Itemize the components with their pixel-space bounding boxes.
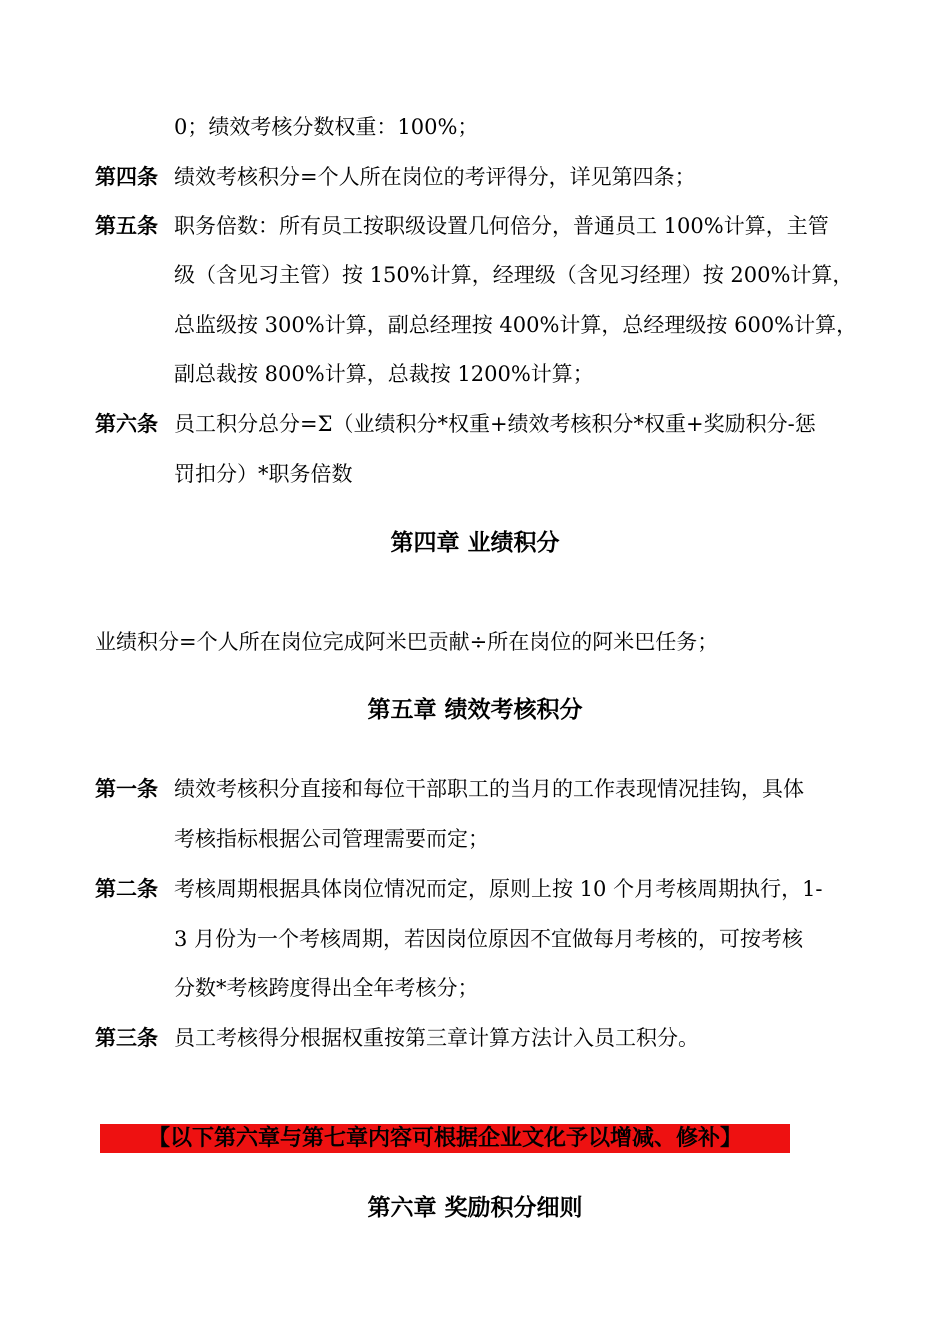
article-text: 总监级按 300%计算，副总经理按 400%计算，总经理级按 600%计算， [174,313,858,337]
chapter-title: 第五章 绩效考核积分 [367,697,583,723]
article-text: 绩效考核积分=个人所在岗位的考评得分，详见第四条； [174,165,696,189]
article-label: 第二条 [95,877,158,901]
article-text: 考核指标根据公司管理需要而定； [174,827,489,851]
article-label: 第一条 [95,777,158,801]
highlight-notice: 【以下第六章与第七章内容可根据企业文化予以增减、修补】 [100,1124,790,1153]
continuation-text: 0；绩效考核分数权重：100%； [174,115,479,139]
article-text: 职务倍数：所有员工按职级设置几何倍分，普通员工 100%计算，主管 [174,214,829,238]
chapter-title: 第六章 奖励积分细则 [367,1195,583,1221]
article-text: 分数*考核跨度得出全年考核分； [174,976,479,1000]
article-label: 第五条 [95,214,158,238]
article-text: 罚扣分）*职务倍数 [174,462,353,486]
article-text: 副总裁按 800%计算，总裁按 1200%计算； [174,362,594,386]
article-label: 第六条 [95,412,158,436]
chapter-title: 第四章 业绩积分 [390,530,560,556]
article-text: 考核周期根据具体岗位情况而定，原则上按 10 个月考核周期执行，1- [174,877,823,901]
article-text: 员工考核得分根据权重按第三章计算方法计入员工积分。 [174,1026,699,1050]
article-text: 级（含见习主管）按 150%计算，经理级（含见习经理）按 200%计算， [174,263,854,287]
article-label: 第四条 [95,165,158,189]
article-text: 3 月份为一个考核周期，若因岗位原因不宜做每月考核的，可按考核 [174,927,804,951]
chapter-body: 业绩积分=个人所在岗位完成阿米巴贡献÷所在岗位的阿米巴任务； [95,630,719,654]
article-label: 第三条 [95,1026,158,1050]
article-text: 绩效考核积分直接和每位干部职工的当月的工作表现情况挂钩，具体 [174,777,804,801]
article-text: 员工积分总分=Σ（业绩积分*权重+绩效考核积分*权重+奖励积分-惩 [174,412,816,436]
